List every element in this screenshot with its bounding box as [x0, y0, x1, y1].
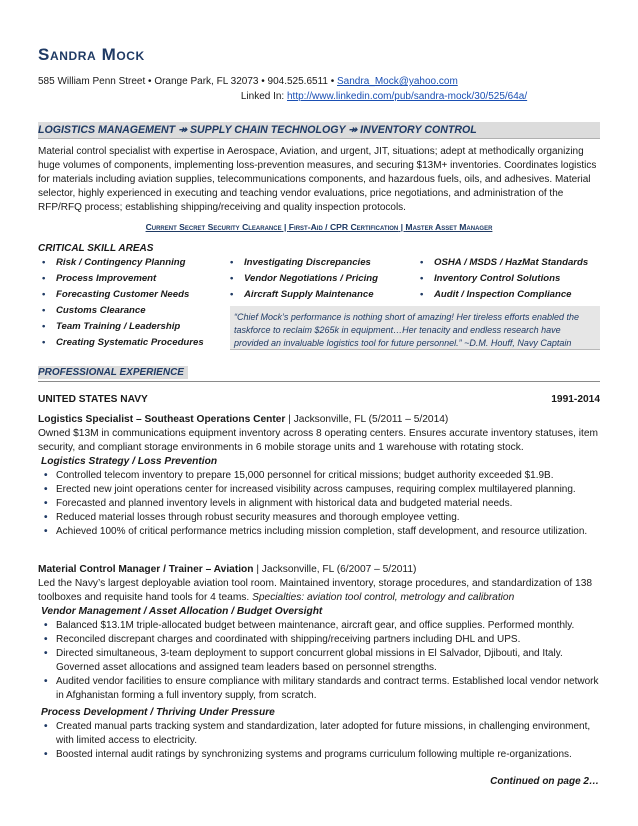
skills-column-2: [226, 255, 378, 303]
banner-item: SUPPLY CHAIN TECHNOLOGY: [189, 124, 346, 136]
banner-item: LOGISTICS MANAGEMENT: [38, 124, 176, 136]
list-item: • Forecasted and planned inventory levels in alignment with historical data and budgeted material needs.: [38, 497, 600, 511]
bullet-icon: •: [230, 289, 234, 300]
certifications-line: [38, 221, 600, 234]
employer-row: [38, 393, 600, 406]
skill-item: • Audit / Inspection Compliance: [416, 287, 588, 303]
skill-item: • Investigating Discrepancies: [226, 255, 378, 271]
contact-line: [38, 75, 458, 88]
cert-separator: |: [398, 222, 406, 232]
list-item: • Achieved 100% of critical performance metrics including mission completion, staff development, and resource utilization.: [38, 525, 600, 539]
role-title: Material Control Manager / Trainer – Aviation: [38, 564, 254, 575]
address-text: 585 William Penn Street • Orange Park, FL 32073 • 904.525.6511 •: [38, 76, 338, 87]
bullet-icon: •: [42, 273, 46, 284]
role-subheading: Vendor Management / Asset Allocation / Budget Oversight: [41, 606, 323, 617]
list-item: • Directed simultaneous, 3-team deployment to support concurrent global missions in El Salvador, Djibouti, and Italy. Governed asset allocations and assigned team leaders based on personnel strengths.: [38, 647, 600, 675]
role-2: [38, 563, 600, 762]
bullet-icon: •: [230, 273, 234, 284]
bullet-icon: •: [42, 289, 46, 300]
testimonial-quote: “Chief Mock’s performance is nothing short of amazing! Her tireless efforts enabled the taskforce to reclaim $265k in equipment…Her tenacity and endless research have provided an invaluable logistics tool for future personnel.” ~D.M. Houff, Navy Captain: [230, 306, 600, 350]
list-item: • Boosted internal audit ratings by synchronizing systems and programs curriculum following multiple re-organizations.: [38, 748, 600, 762]
role-description: Led the Navy’s largest deployable aviation tool room. Maintained inventory, storage procedures, and standardization of 138 toolboxes and requisite hand tools for 4 teams. Specialties: aviation tool control, metrology and calibration: [38, 578, 593, 603]
email-link[interactable]: Sandra_Mock@yahoo.com: [337, 76, 458, 87]
role-1: [38, 413, 600, 539]
list-item: • Audited vendor facilities to ensure compliance with military standards and contract terms. Established local vendor network in Afghanistan forming a full inventory supply, from scratch.: [38, 675, 600, 703]
bullet-icon: •: [42, 257, 46, 268]
bullet-icon: •: [42, 337, 46, 348]
cert-separator: |: [281, 222, 289, 232]
list-item: • Balanced $13.1M triple-allocated budget between maintenance, aircraft gear, and office supplies. Performed monthly.: [38, 619, 600, 633]
list-item: • Created manual parts tracking system and standardization, later adopted for future missions, in challenging environment, with limited access to electricity.: [38, 720, 600, 748]
achievement-list: [38, 720, 600, 762]
bullet-icon: •: [420, 289, 424, 300]
role-specialties: Specialties: aviation tool control, metrology and calibration: [252, 592, 515, 603]
skill-item: • Process Improvement: [38, 271, 204, 287]
expertise-banner: [38, 122, 600, 139]
list-item: • Controlled telecom inventory to prepare 15,000 personnel for critical missions; budget authority exceeded $1.9B.: [38, 469, 600, 483]
double-arrow-icon: ↠: [178, 124, 187, 136]
role-meta: | Jacksonville, FL (5/2011 – 5/2014): [285, 414, 449, 425]
role-title: Logistics Specialist – Southeast Operations Center: [38, 414, 286, 425]
role-subheading: Process Development / Thriving Under Pressure: [41, 707, 275, 718]
list-item: • Erected new joint operations center for increased visibility across campuses, requiring complex multilayered planning.: [38, 483, 600, 497]
skill-item: • Forecasting Customer Needs: [38, 287, 204, 303]
role-description: Owned $13M in communications equipment inventory across 8 operating centers. Ensures accurate inventory statuses, item security, and compliant storage environments in 6 mobile storage units and 1 warehouse with rotating stock.: [38, 428, 599, 453]
skill-item: • Aircraft Supply Maintenance: [226, 287, 378, 303]
skill-item: • OSHA / MSDS / HazMat Standards: [416, 255, 588, 271]
banner-item: INVENTORY CONTROL: [360, 124, 477, 136]
skills-heading: CRITICAL SKILL AREAS: [38, 243, 154, 254]
continued-note: Continued on page 2…: [490, 776, 599, 787]
skill-item: • Inventory Control Solutions: [416, 271, 588, 287]
bullet-icon: •: [42, 305, 46, 316]
achievement-list: [38, 619, 600, 703]
candidate-name: Sandra Mock: [38, 45, 145, 64]
linkedin-link[interactable]: http://www.linkedin.com/pub/sandra-mock/30/525/64a/: [287, 91, 528, 102]
linkedin-line: [38, 90, 600, 103]
skills-column-1: [38, 255, 204, 351]
list-item: • Reduced material losses through robust security measures and thorough employee vetting.: [38, 511, 600, 525]
list-item: • Reconciled discrepant charges and coordinated with shipping/receiving partners including DHL and UPS.: [38, 633, 600, 647]
certification-item: Current Secret Security Clearance: [145, 222, 282, 232]
certification-item: First-Aid / CPR Certification: [288, 222, 399, 232]
achievement-list: [38, 469, 600, 539]
role-subheading: Logistics Strategy / Loss Prevention: [41, 456, 218, 467]
skill-item: • Team Training / Leadership: [38, 319, 204, 335]
skill-item: • Risk / Contingency Planning: [38, 255, 204, 271]
profile-summary: Material control specialist with expertise in Aerospace, Aviation, and urgent, JIT, situations; adept at methodically organizing huge volumes of components, implementing loss-prevention measures, and securing $13M+ inventories. Coordinates logistics for materials including aviation supplies, telecommunications components, and hazardous fuels, oils, and adhesives. Material selector, highly experienced in executing and teaching vendor evaluations, price negotiations, and administration of the RFP/RFQ process; establishing shipping/receiving and quality inspection protocols.: [38, 146, 597, 213]
certification-item: Master Asset Manager: [405, 222, 493, 232]
skill-item: • Vendor Negotiations / Pricing: [226, 271, 378, 287]
bullet-icon: •: [420, 273, 424, 284]
skill-item: • Customs Clearance: [38, 303, 204, 319]
role-meta: | Jacksonville, FL (6/2007 – 5/2011): [253, 564, 417, 575]
skill-item: • Creating Systematic Procedures: [38, 335, 204, 351]
linkedin-label: Linked In:: [240, 91, 287, 102]
bullet-icon: •: [420, 257, 424, 268]
skills-column-3: [416, 255, 588, 303]
employer-name: UNITED STATES NAVY: [38, 394, 148, 405]
employer-dates: 1991-2014: [551, 394, 600, 405]
experience-section-header: [38, 366, 600, 382]
double-arrow-icon: ↠: [348, 124, 358, 136]
section-title: PROFESSIONAL EXPERIENCE: [38, 366, 188, 379]
bullet-icon: •: [230, 257, 234, 268]
bullet-icon: •: [42, 321, 46, 332]
